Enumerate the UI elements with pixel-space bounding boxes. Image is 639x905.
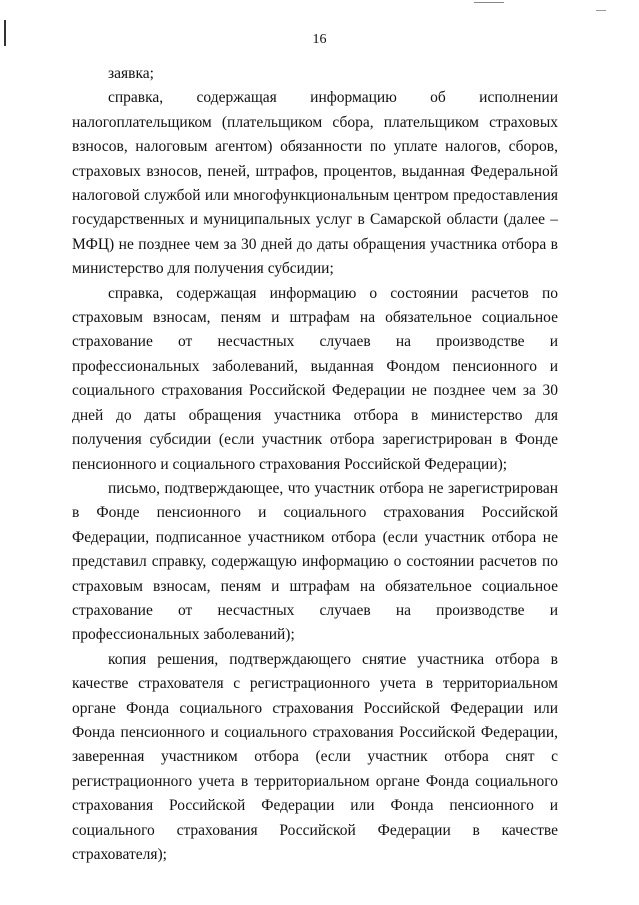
scan-edge-mark: [596, 10, 606, 11]
document-body: [72, 62, 558, 867]
paragraph-non-registration-letter: письмо, подтверждающее, что участник отбора не зарегистрирован в Фонде пенсионного и социального страхования Российской Федерации, подписанное участником отбора (если участник отбора не представил справку, содержащую информацию о состоянии расчетов по страховым взносам, пеням и штрафам на обязательное социальное страхование от несчастных случаев на производстве и профессиональных заболеваний);: [72, 479, 558, 644]
paragraph-deregistration-copy: копия решения, подтверждающего снятие участника отбора в качестве страхователя с регистрационного учета в территориальном органе Фонда социального страхования Российской Федерации или Фонда пенсионного и социального страхования Российской Федерации, заверенная участником отбора (если участник отбора снят с регистрационного учета в территориальном органе Фонда социального страхования Российской Федерации или Фонда пенсионного и социального страхования Российской Федерации в качестве страхователя);: [72, 650, 558, 863]
paragraph-tax-certificate: справка, содержащая информацию об исполнении налогоплательщиком (плательщиком сбора, плательщиком страховых взносов, налоговым агентом) обязанности по уплате налогов, сборов, страховых взносов, пеней, штрафов, процентов, выданная Федеральной налоговой службой или многофункциональным центром предоставления государственных и муниципальных услуг в Самарской области (далее – МФЦ) не позднее чем за 30 дней до даты обращения участника отбора в министерство для получения субсидии;: [72, 89, 558, 278]
scan-edge-mark: [474, 2, 504, 3]
page-number: 16: [312, 32, 327, 47]
paragraph-insurance-certificate: справка, содержащая информацию о состоянии расчетов по страховым взносам, пеням и штрафам на обязательное социальное страхование от несчастных случаев на производстве и профессиональных заболеваний, выданная Фондом пенсионного и социального страхования Российской Федерации не позднее чем за 30 дней до даты обращения участника отбора в министерство для получения субсидии (если участник отбора зарегистрирован в Фонде пенсионного и социального страхования Российской Федерации);: [72, 284, 558, 473]
paragraph-application: заявка;: [108, 65, 154, 82]
